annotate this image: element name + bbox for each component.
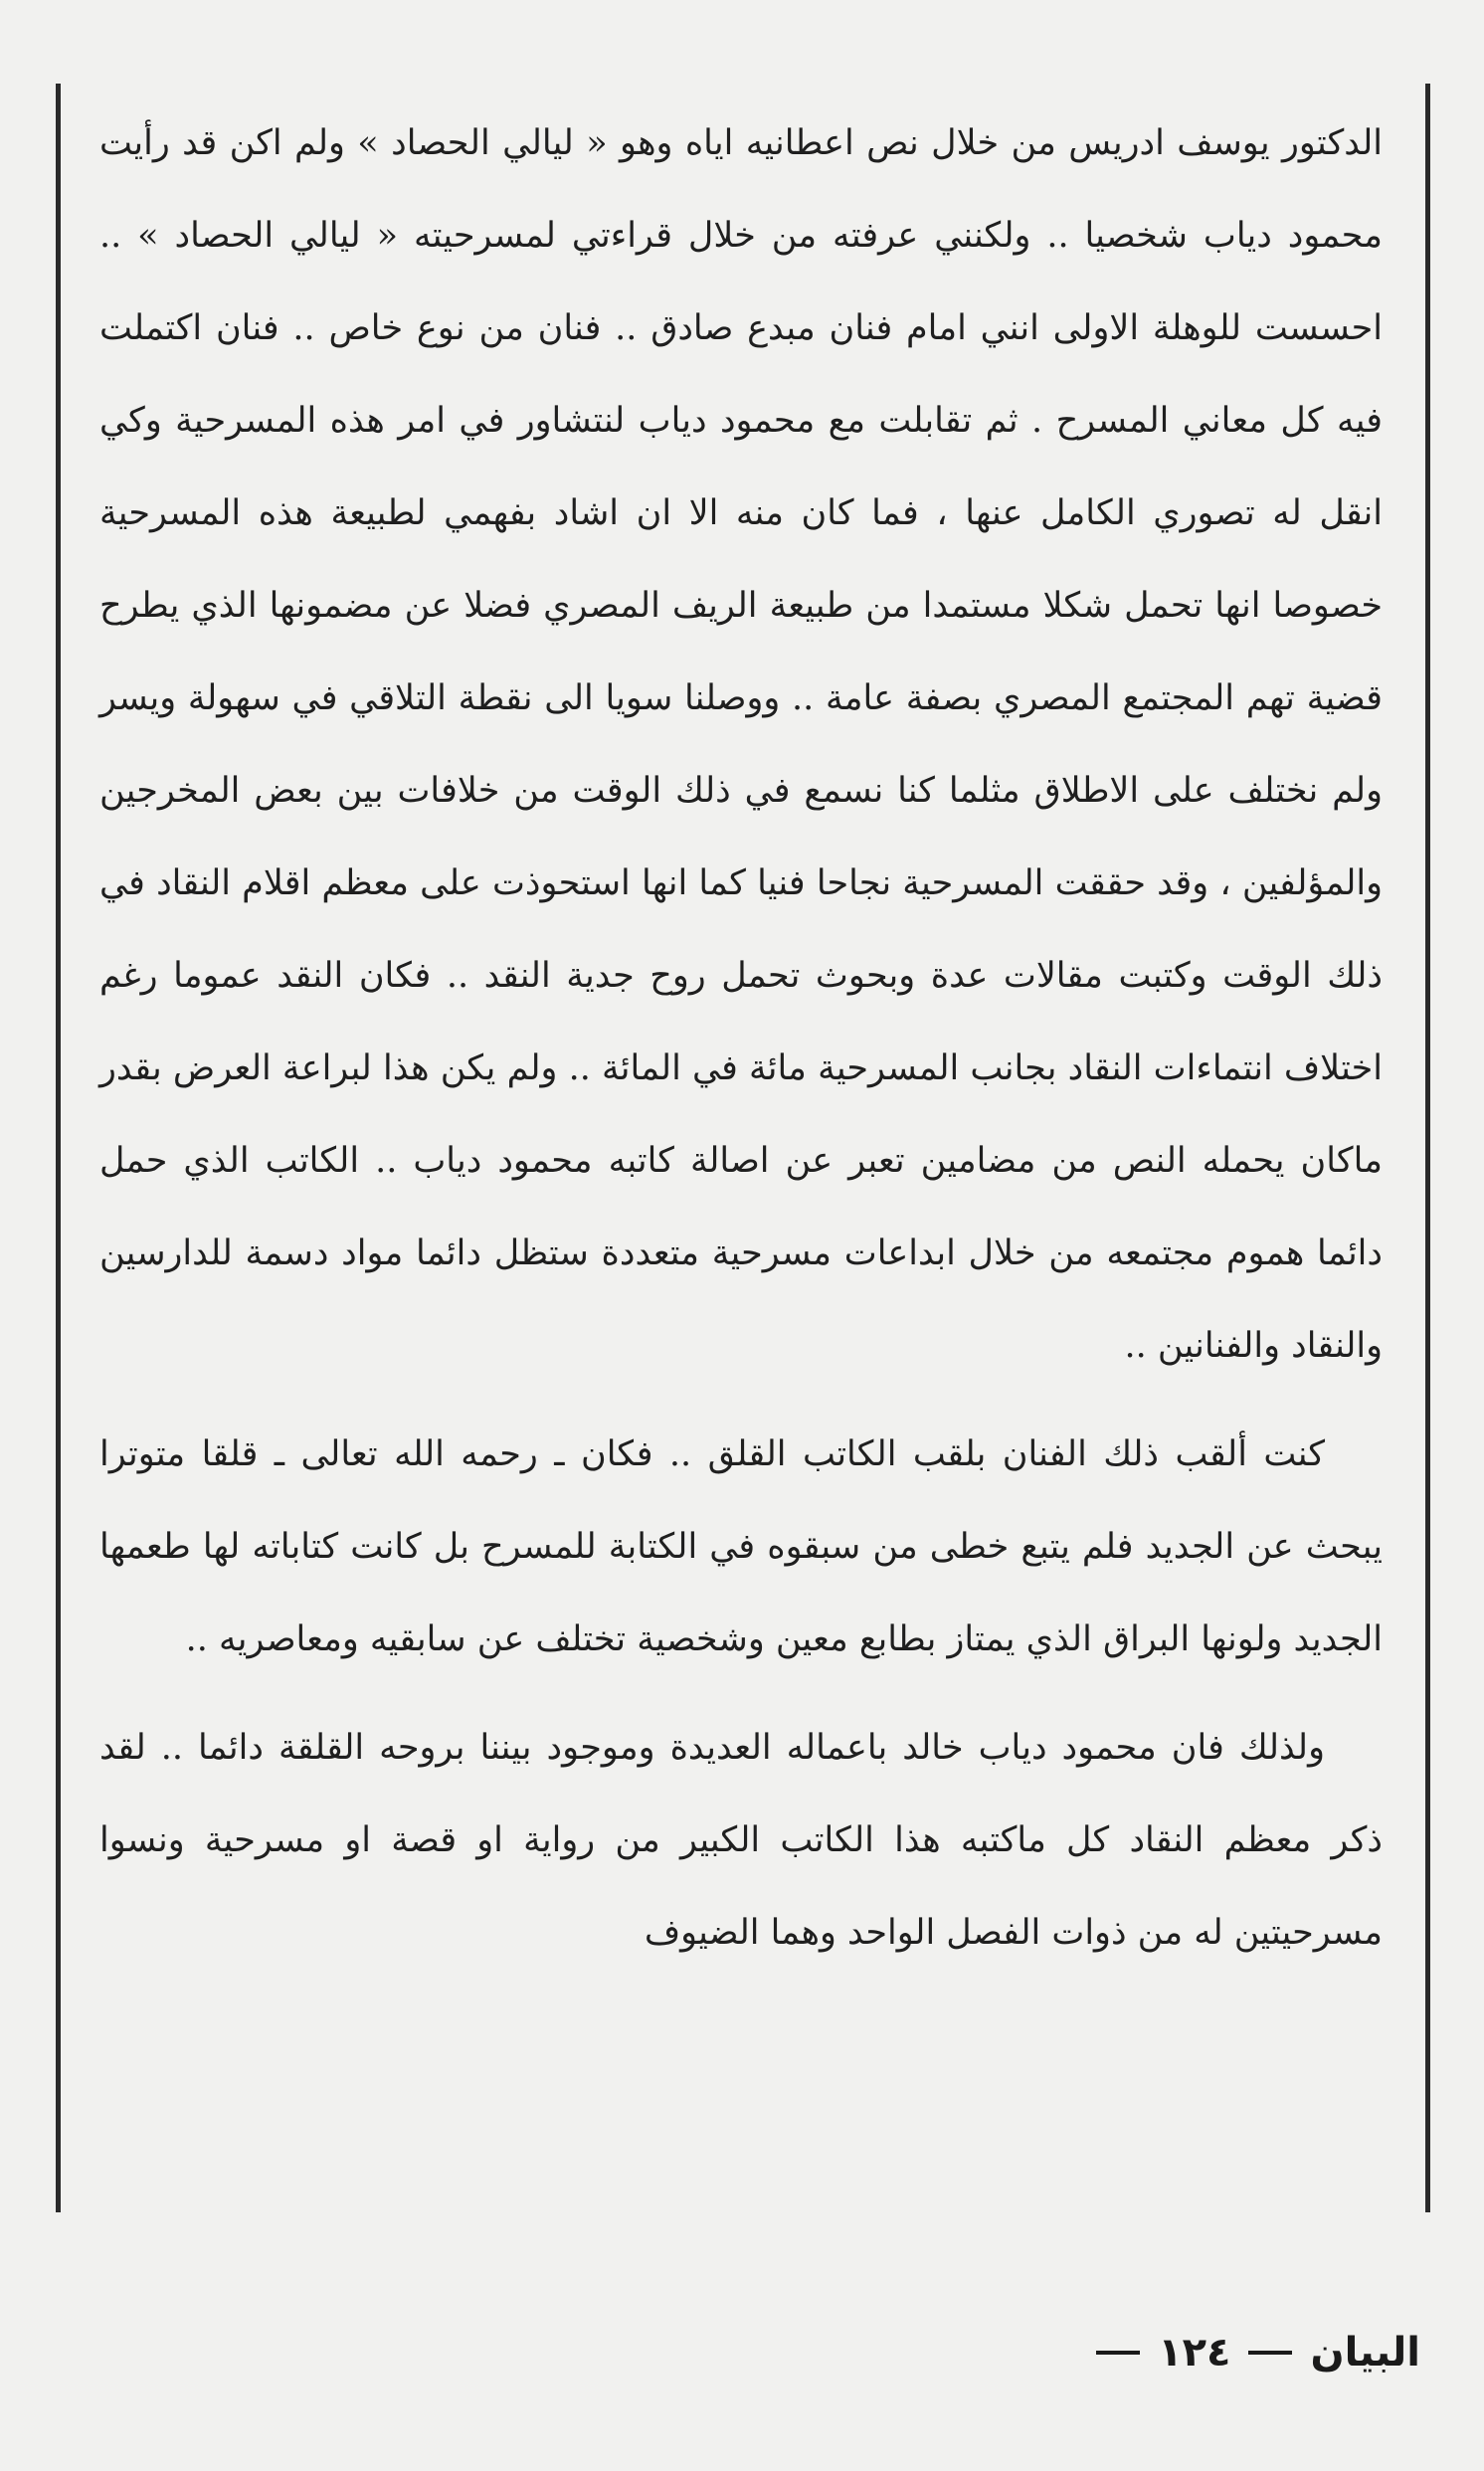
paragraph-1: الدكتور يوسف ادريس من خلال نص اعطانيه اياه وهو « ليالي الحصاد » ولم اكن قد رأيت محمود دياب شخصيا .. ولكنني عرفته من خلال قراءتي لمسرحيته « ليالي الحصاد » .. احسست للوهلة الاولى انني امام فنان مبدع صادق .. فنان من نوع خاص .. فنان اكتملت فيه كل معاني المسرح . ثم تقابلت مع محمود دياب لنتشاور في امر هذه المسرحية وكي انقل له تصوري الكامل عنها ، فما كان منه الا ان اشاد بفهمي لطبيعة هذه المسرحية خصوصا انها تحمل شكلا مستمدا من طبيعة الريف المصري فضلا عن مضمونها الذي يطرح قضية تهم المجتمع المصري بصفة عامة .. ووصلنا سويا الى نقطة التلاقي في سهولة ويسر ولم نختلف على الاطلاق مثلما كنا نسمع في ذلك الوقت من خلافات بين بعض المخرجين والمؤلفين ، وقد حققت المسرحية نجاحا فنيا كما انها استحوذت على معظم اقلام النقاد في ذلك الوقت وكتبت مقالات عدة وبحوث تحمل روح جدية النقد .. فكان النقد عموما رغم اختلاف انتماءات النقاد بجانب المسرحية مائة في المائة .. ولم يكن هذا لبراعة العرض بقدر ماكان يحمله النص من مضامين تعبر عن اصالة كاتبه محمود دياب .. الكاتب الذي حمل دائما هموم مجتمعه من خلال ابداعات مسرحية متعددة ستظل دائما مواد دسمة للدارسين والنقاد والفنانين ..	[99, 123, 1383, 1366]
left-border-rule	[56, 84, 61, 2212]
right-border-rule	[1425, 84, 1430, 2212]
page-frame	[56, 84, 1430, 2212]
footer-dash-right	[1096, 2351, 1140, 2355]
page-footer	[1096, 2330, 1420, 2376]
paragraph-2: كنت ألقب ذلك الفنان بلقب الكاتب القلق .. فكان ـ رحمه الله تعالى ـ قلقا متوترا يبحث عن الجديد فلم يتبع خطى من سبقوه في الكتابة للمسرح بل كانت كتاباته لها طعمها الجديد ولونها البراق الذي يمتاز بطابع معين وشخصية تختلف عن سابقيه ومعاصريه ..	[99, 1434, 1383, 1659]
page-number: ١٢٤	[1158, 2330, 1231, 2376]
paragraph-3: ولذلك فان محمود دياب خالد باعماله العديدة وموجود بيننا بروحه القلقة دائما .. لقد ذكر معظم النقاد كل ماكتبه هذا الكاتب الكبير من رواية او قصة او مسرحية ونسوا مسرحيتين له من ذوات الفصل الواحد وهما الضيوف	[99, 1728, 1383, 1953]
magazine-name: البيان	[1310, 2330, 1420, 2376]
article-body	[99, 97, 1383, 1980]
footer-dash-left	[1248, 2351, 1292, 2355]
